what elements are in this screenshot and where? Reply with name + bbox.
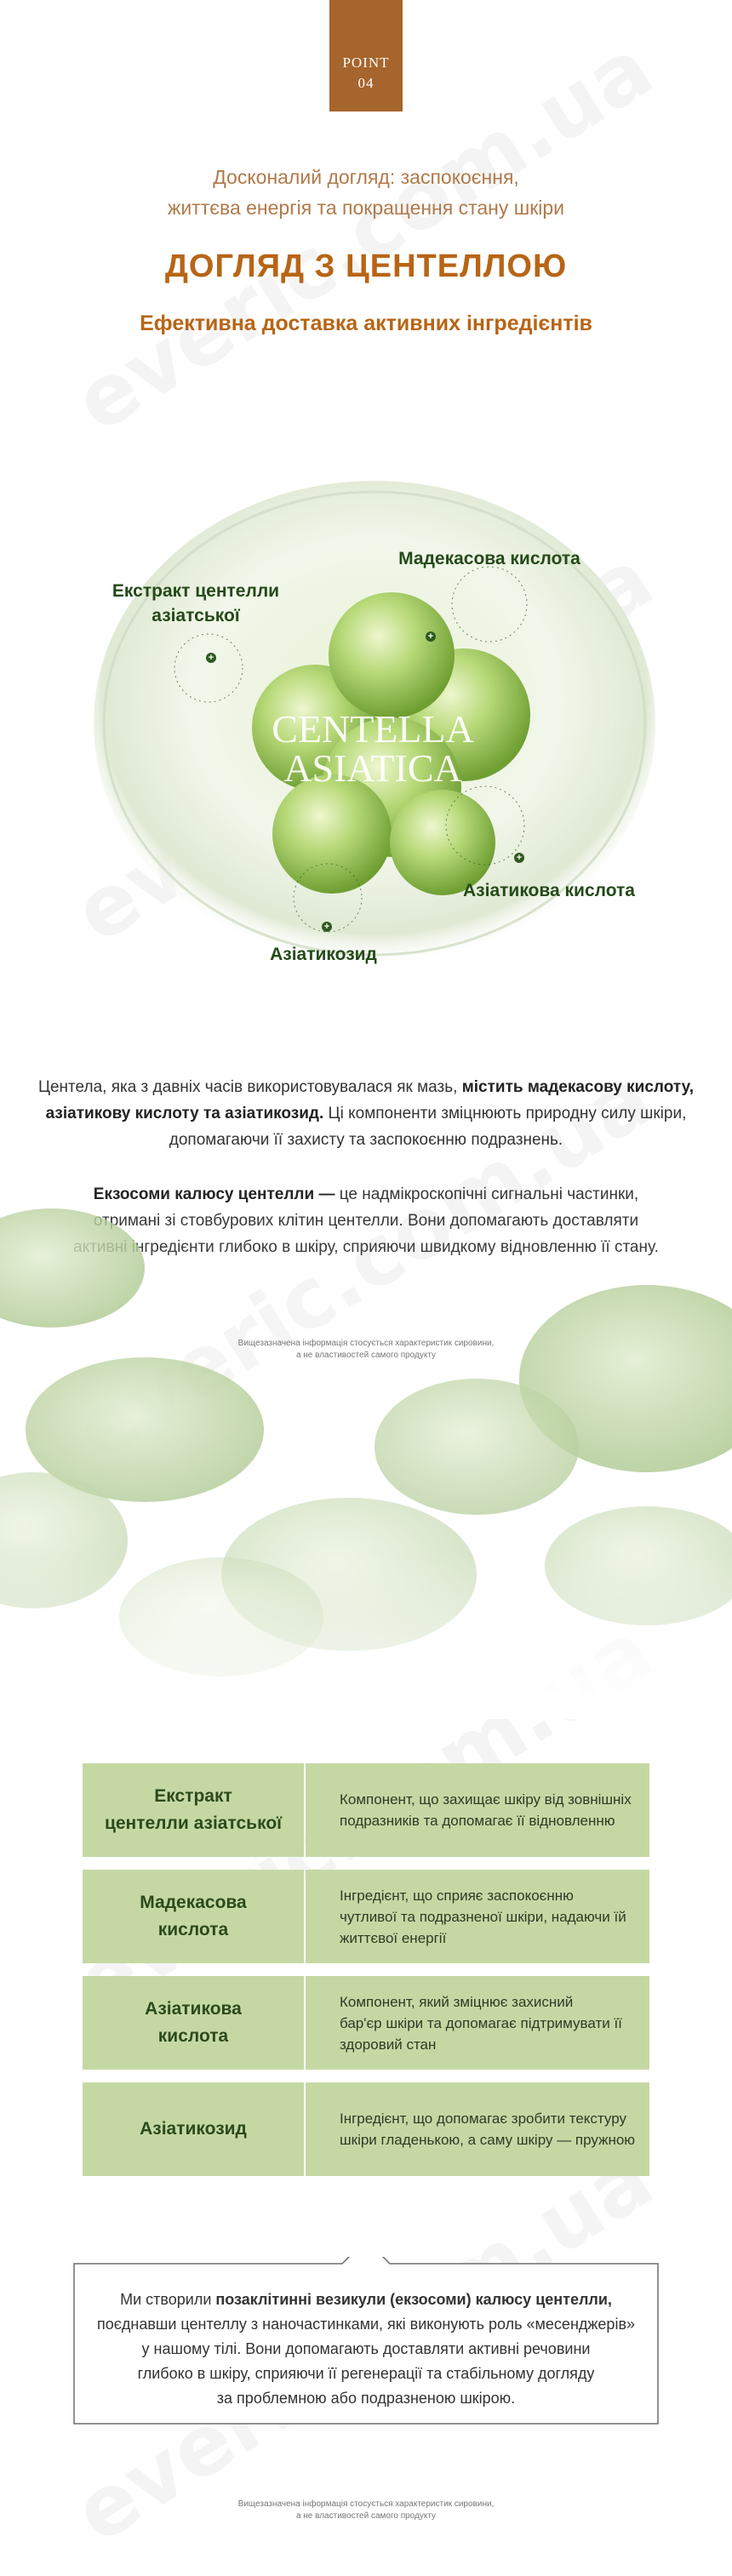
- intro-text: Ці компоненти зміцнюють природну силу шкіри,: [323, 1105, 687, 1122]
- intro-bold: азіатикову кислоту та азіатикозид.: [45, 1105, 324, 1122]
- speech-line: у нашому тілі. Вони допомагають доставляти активні речовини: [141, 2340, 591, 2357]
- ingredient-description: Інгредієнт, що сприяє заспокоєнню чутливої та подразненої шкіри, надаючи їй життєвої енергії: [306, 1870, 649, 1963]
- label-asiatic-acid: Азіатикова кислота: [463, 881, 635, 900]
- point-badge: [329, 0, 403, 111]
- disclaimer-line: а не властивостей самого продукту: [295, 2511, 437, 2521]
- intro-text: Центела, яка з давніх часів використовувалася як мазь,: [37, 1078, 462, 1096]
- plus-icon: +: [206, 653, 216, 663]
- ingredient-name: Мадекасова кислота: [83, 1870, 304, 1963]
- plus-icon: +: [322, 922, 332, 932]
- ingredient-name: Екстракт центелли азіатської: [83, 1763, 304, 1857]
- centella-line2: ASIATICA: [283, 746, 462, 790]
- intro-text: допомагаючи її захисту та заспокоєнню подразнень.: [169, 1131, 563, 1149]
- point-label: POINT: [342, 54, 390, 71]
- ingredient-row: [83, 2082, 649, 2176]
- speech-line: поєднавши центеллу з наночастинками, які виконують роль «месенджерів»: [96, 2316, 636, 2333]
- intro-paragraph: [0, 1074, 732, 1153]
- point-number: 04: [357, 75, 375, 91]
- ingredient-description: Компонент, що захищає шкіру від зовнішніх подразників та допомагає її відновленню: [306, 1763, 649, 1857]
- label-extract-line: азіатської: [152, 606, 240, 625]
- plus-icon: +: [426, 631, 436, 642]
- plus-icon: +: [514, 853, 524, 863]
- centella-illustration: [0, 400, 732, 1030]
- ingredient-row: [83, 1763, 649, 1857]
- section-subtitle: [0, 162, 732, 223]
- speech-line: Ми створили: [120, 2291, 216, 2308]
- speech-bold: позаклітинні везикули (екзосоми) калюсу центелли,: [215, 2291, 612, 2308]
- disclaimer-note: [0, 2499, 732, 2522]
- ingredient-row: [83, 1870, 649, 1963]
- subtitle-line: життєва енергія та покращення стану шкіри: [167, 197, 565, 219]
- disclaimer-line: Вищезазначена інформація стосується характеристик сировини,: [237, 2499, 495, 2509]
- label-extract: [111, 579, 281, 628]
- leaves-illustration: [0, 1174, 732, 1719]
- sphere: [329, 592, 455, 718]
- speech-text: [0, 2288, 732, 2411]
- disclaimer-line: Вищезазначена інформація стосується характеристик сировини,: [237, 1339, 495, 1348]
- sphere: [272, 774, 392, 894]
- ingredient-description: Компонент, який зміцнює захисний бар'єр шкіри та допомагає підтримувати її здоровий стан: [306, 1976, 649, 2070]
- ingredient-description: Інгредієнт, що допомагає зробити текстуру шкіри гладенькою, а саму шкіру — пружною: [306, 2082, 649, 2176]
- section-tagline: Ефективна доставка активних інгредієнтів: [140, 311, 592, 335]
- ingredient-row: [83, 1976, 649, 2070]
- speech-line: за проблемною або подразненою шкірою.: [216, 2390, 516, 2407]
- section-title: ДОГЛЯД З ЦЕНТЕЛЛОЮ: [164, 248, 568, 284]
- label-extract-line: Екстракт центелли: [112, 581, 280, 601]
- label-asiaticoside: Азіатикозид: [270, 945, 377, 964]
- subtitle-line: Досконалий догляд: заспокоєння,: [213, 166, 519, 188]
- cell-illustration: [0, 400, 732, 1030]
- intro-bold: містить мадекасову кислоту,: [461, 1078, 695, 1096]
- ingredient-name: Азіатикозид: [83, 2082, 304, 2176]
- centella-leaves-image: [0, 1174, 732, 1719]
- disclaimer-line: а не властивостей самого продукту: [295, 1351, 437, 1360]
- ingredient-name: Азіатикова кислота: [83, 1976, 304, 2070]
- disclaimer-note: [0, 1338, 732, 1362]
- centella-line1: CENTELLA: [272, 707, 474, 751]
- speech-line: глибоко в шкіру, сприяючи її регенерації та стабільному догляду: [137, 2365, 595, 2382]
- label-madecassic: Мадекасова кислота: [398, 549, 580, 568]
